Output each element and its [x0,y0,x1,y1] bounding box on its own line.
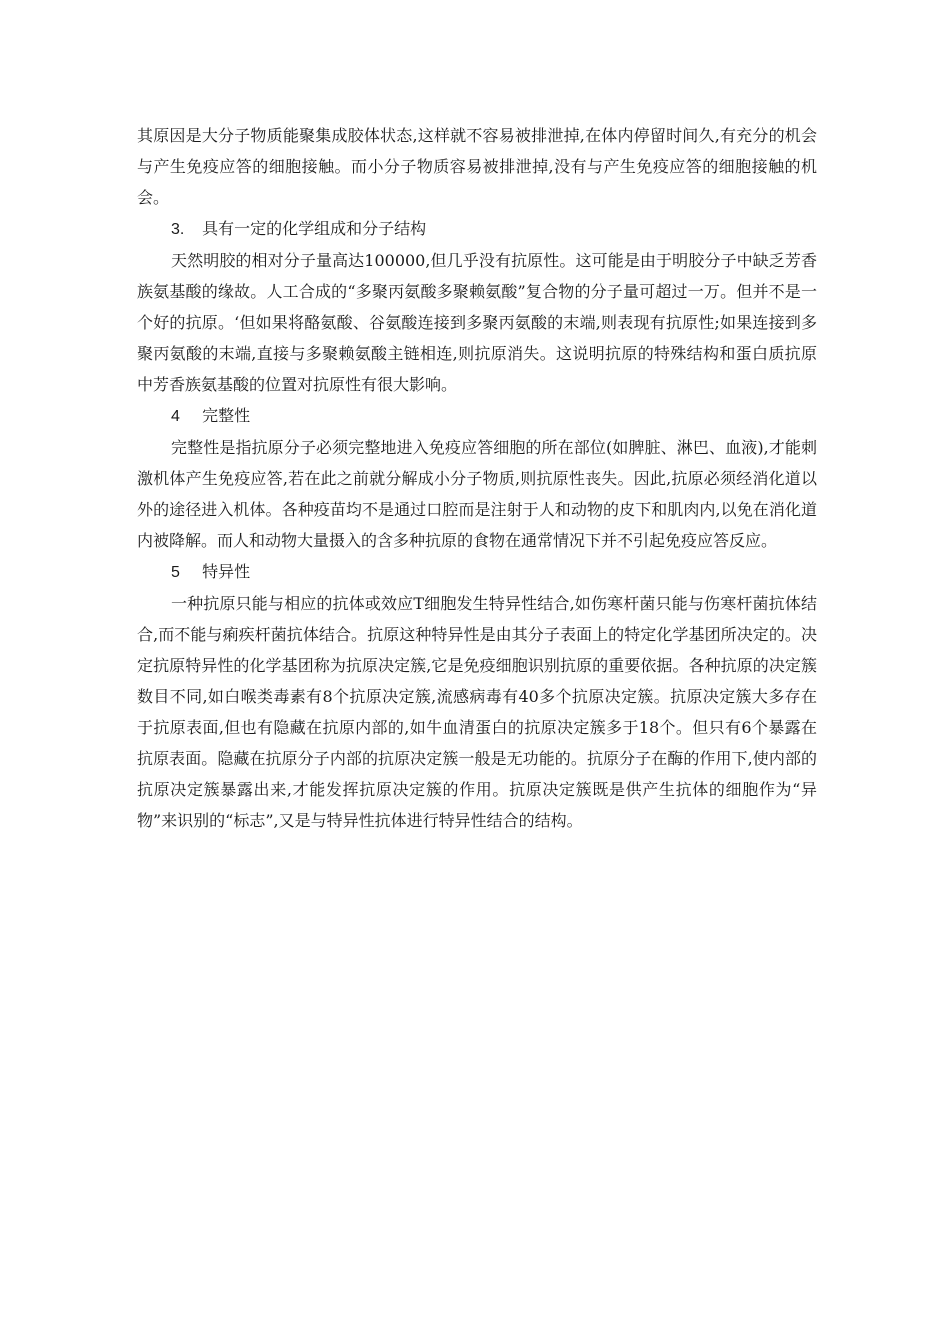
section-title: 完整性 [202,406,251,425]
paragraph-chemical-structure: 天然明胶的相对分子量高达100000,但几乎没有抗原性。这可能是由于明胶分子中缺乏芳香族氨基酸的缘故。人工合成的“多聚丙氨酸多聚赖氨酸”复合物的分子量可超过一万。但并不是一个好的抗原。‘但如果将酪氨酸、谷氨酸连接到多聚丙氨酸的末端,则表现有抗原性;如果连接到多聚丙氨酸的末端,直接与多聚赖氨酸主链相连,则抗原消失。这说明抗原的特殊结构和蛋白质抗原中芳香族氨基酸的位置对抗原性有很大影响。 [137,251,817,394]
section-title: 具有一定的化学组成和分子结构 [202,219,427,238]
document-page [137,120,817,836]
paragraph-integrity: 完整性是指抗原分子必须完整地进入免疫应答细胞的所在部位(如脾脏、淋巴、血液),才能刺激机体产生免疫应答,若在此之前就分解成小分子物质,则抗原性丧失。因此,抗原必须经消化道以外的途径进入机体。各种疫苗均不是通过口腔而是注射于人和动物的皮下和肌肉内,以免在消化道内被降解。而人和动物大量摄入的含多种抗原的食物在通常情况下并不引起免疫应答反应。 [137,438,817,550]
section-number: 3. [171,221,185,238]
section-title: 特异性 [202,562,251,581]
section-number: 5 [171,564,180,581]
paragraph-continuation: 其原因是大分子物质能聚集成胶体状态,这样就不容易被排泄掉,在体内停留时间久,有充分的机会与产生免疫应答的细胞接触。而小分子物质容易被排泄掉,没有与产生免疫应答的细胞接触的机会。 [137,126,817,207]
section-heading-5 [137,556,817,588]
section-heading-4 [137,400,817,432]
section-heading-3 [137,213,817,245]
paragraph-specificity: 一种抗原只能与相应的抗体或效应T细胞发生特异性结合,如伤寒杆菌只能与伤寒杆菌抗体结合,而不能与痢疾杆菌抗体结合。抗原这种特异性是由其分子表面上的特定化学基团所决定的。决定抗原特异性的化学基团称为抗原决定簇,它是免疫细胞识别抗原的重要依据。各种抗原的决定簇数目不同,如白喉类毒素有8个抗原决定簇,流感病毒有40多个抗原决定簇。抗原决定簇大多存在于抗原表面,但也有隐藏在抗原内部的,如牛血清蛋白的抗原决定簇多于18个。但只有6个暴露在抗原表面。隐藏在抗原分子内部的抗原决定簇一般是无功能的。抗原分子在酶的作用下,使内部的抗原决定簇暴露出来,才能发挥抗原决定簇的作用。抗原决定簇既是供产生抗体的细胞作为“异物”来识别的“标志”,又是与特异性抗体进行特异性结合的结构。 [137,594,817,830]
section-number: 4 [171,408,180,425]
